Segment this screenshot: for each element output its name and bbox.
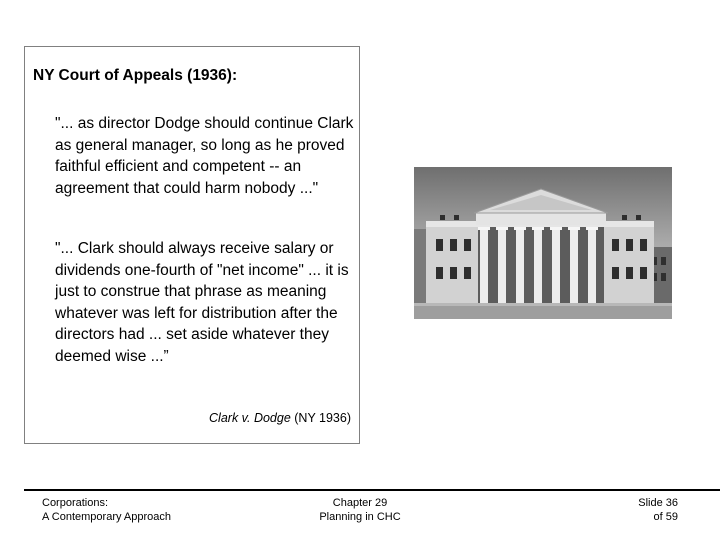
footer-book-line-1: Corporations: bbox=[42, 497, 109, 509]
footer-chapter bbox=[300, 496, 420, 524]
quote-heading: NY Court of Appeals (1936): bbox=[33, 67, 238, 84]
footer-book-title bbox=[42, 496, 171, 524]
footer-slide-number bbox=[638, 496, 678, 524]
footer-divider bbox=[24, 489, 720, 491]
quote-box bbox=[24, 46, 360, 444]
quote-paragraph-2: "... Clark should always receive salary or dividends one-fourth of "net income" ... it is just to construe that phrase as meaning whatever was left for distribution after the directors had ... set aside whatever they deemed wise ...” bbox=[55, 240, 349, 365]
footer-slide-line-1: Slide 36 bbox=[638, 497, 678, 509]
courthouse-photo bbox=[414, 167, 672, 319]
quote-paragraph-1: "... as director Dodge should continue Clark as general manager, so long as he proved faithful efficient and competent -- an agreement that could harm nobody ..." bbox=[55, 115, 354, 197]
citation bbox=[209, 411, 351, 425]
footer-slide-line-2: of 59 bbox=[653, 511, 678, 523]
footer-chapter-line-1: Chapter 29 bbox=[332, 497, 388, 509]
footer-book-line-2: A Contemporary Approach bbox=[42, 511, 172, 523]
courthouse-building-icon bbox=[414, 167, 672, 319]
citation-case-name: Clark v. Dodge bbox=[209, 411, 291, 425]
citation-court-year: (NY 1936) bbox=[290, 411, 351, 425]
footer-chapter-line-2: Planning in CHC bbox=[319, 511, 401, 523]
